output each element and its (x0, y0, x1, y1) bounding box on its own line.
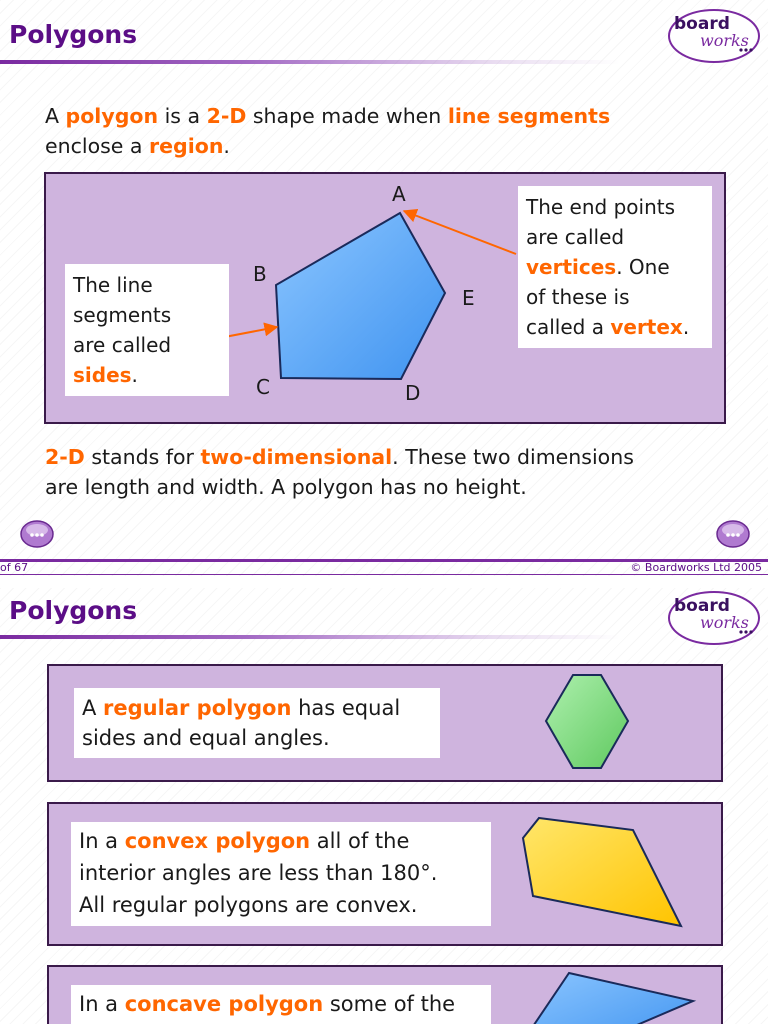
title-underline (0, 635, 620, 639)
regular-polygon-panel (47, 664, 723, 782)
concave-shape (519, 973, 693, 1024)
vertex-label-b: B (253, 262, 267, 286)
hexagon-shape (546, 675, 628, 768)
slide-title: Polygons (9, 596, 138, 625)
slide-2 (0, 588, 768, 1024)
convex-quad-diagram (49, 804, 721, 944)
footer-rule-bottom (0, 574, 768, 575)
back-arrow-icon (20, 519, 54, 549)
logo-word-board: board (674, 14, 730, 34)
vertex-label-c: C (256, 375, 270, 399)
convex-polygon-panel (47, 802, 723, 946)
previous-slide-button[interactable] (20, 519, 54, 549)
outro-text: 2-D stands for two-dimensional. These two dimensions are length and width. A polygon has no height. (45, 445, 634, 499)
pentagon-shape (276, 213, 445, 379)
convex-quad-shape (523, 818, 681, 926)
slide-gap (0, 576, 768, 588)
vertex-label-a: A (392, 182, 406, 206)
regular-polygon-text: A regular polygon has equal sides and equal angles. (74, 688, 440, 758)
boardworks-logo (667, 6, 761, 66)
vertices-callout: The end points are called vertices. One of these is called a vertex. (518, 186, 712, 348)
hexagon-diagram (49, 666, 721, 780)
vertex-label-d: D (405, 381, 421, 405)
next-slide-button[interactable] (716, 519, 750, 549)
sides-callout: The line segments are called sides. (65, 264, 229, 396)
vertex-label-e: E (462, 286, 475, 310)
intro-text: A polygon is a 2-D shape made when line segments enclose a region. (45, 104, 611, 158)
boardworks-logo (667, 588, 761, 648)
polygon-diagram-panel (44, 172, 726, 424)
concave-polygon-text: In a concave polygon some of the (71, 985, 491, 1024)
page-counter: of 67 (0, 561, 29, 574)
logo-word-board: board (674, 596, 730, 616)
arrow-to-vertex (404, 211, 516, 254)
concave-polygon-panel (47, 965, 723, 1024)
logo-word-works: works (700, 613, 749, 632)
title-underline (0, 60, 620, 64)
convex-polygon-text: In a convex polygon all of the interior angles are less than 180°. All regular polygons are convex. (71, 822, 491, 926)
logo-word-works: works (700, 31, 749, 50)
slide-title: Polygons (9, 20, 138, 49)
forward-arrow-icon (716, 519, 750, 549)
concave-shape-diagram (49, 967, 721, 1024)
copyright-text: © Boardworks Ltd 2005 (630, 561, 762, 574)
